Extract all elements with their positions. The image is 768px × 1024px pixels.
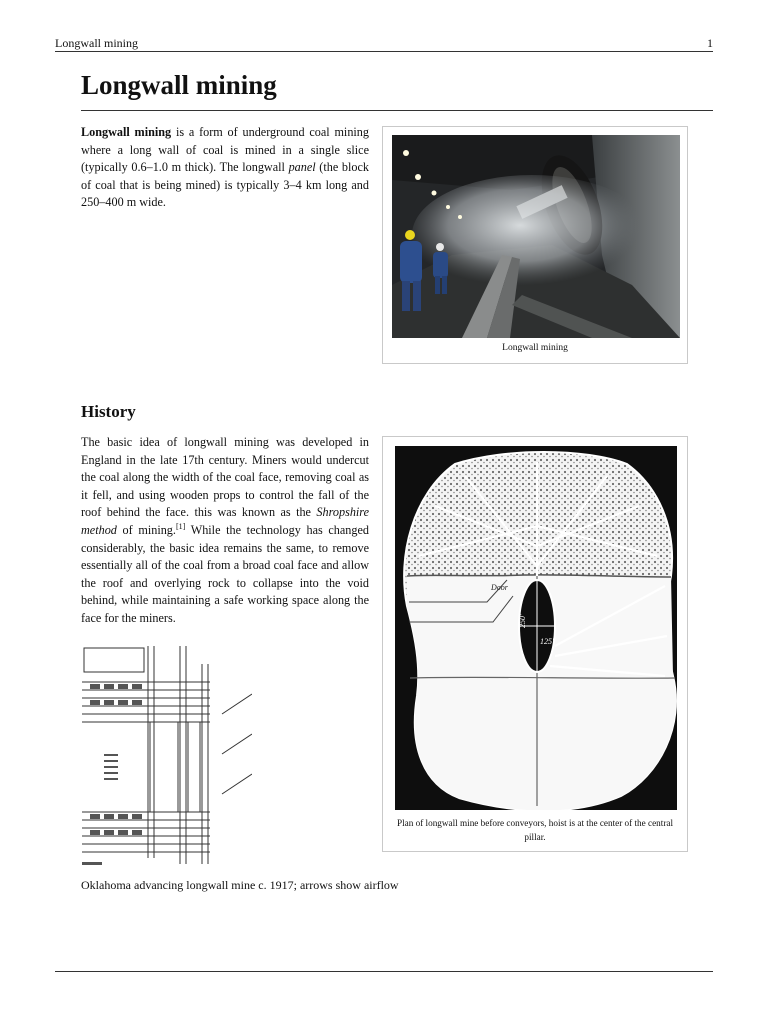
intro-text-1: is a form of underground coal mining where a long wall of coal is mined in a single slice (typically 0.6–1.0 m thick). The longwall [81, 125, 369, 175]
mine-plan-figure [382, 436, 688, 852]
longwall-mining-photo[interactable] [392, 135, 680, 338]
plan-label-125: 125' [540, 637, 554, 646]
running-header [55, 36, 713, 52]
longwall-photo-figure [382, 126, 688, 364]
intro-paragraph [81, 124, 369, 212]
page-title: Longwall mining [81, 70, 277, 100]
history-text-1: The basic idea of longwall mining was developed in England in the late 17th century. Miners would undercut the coal along the width of the coal face, removing coal as it fell, and using wooden props to control the fall of the roof behind the face. this was known as the [81, 435, 369, 520]
section-heading-history: History [81, 402, 136, 421]
oklahoma-longwall-map-image[interactable] [80, 644, 252, 870]
page-number: 1 [707, 36, 713, 50]
citation-link[interactable]: [1] [175, 521, 186, 531]
figure-caption: Oklahoma advancing longwall mine c. 1917; arrows show airflow [81, 878, 399, 892]
history-text-3: While the technology has changed considerably, the basic idea remains the same, to remove essentially all of the coal from a broad coal face and allow the roof and overlying rock to collapse into the void behind, while maintaining a safe working space along the face for the miners. [81, 522, 369, 625]
intro-panel-word: panel [288, 160, 316, 175]
intro-text-2: (the block of coal that is being mined) is typically 3–4 km long and 250–400 m wide. [81, 160, 369, 210]
mine-plan-drawing [395, 446, 677, 810]
longwall-photo-drawing [392, 135, 680, 338]
header-rule [55, 51, 713, 52]
running-header-title: Longwall mining [55, 36, 138, 50]
oklahoma-map-drawing [80, 644, 252, 870]
figure-caption: Longwall mining [502, 343, 568, 353]
history-text-2: of mining. [116, 522, 176, 537]
plan-label-250: 250' [518, 614, 527, 628]
figure-caption: Plan of longwall mine before conveyors, hoist is at the center of the central pillar. [396, 818, 674, 842]
longwall-mine-plan-image[interactable] [395, 446, 677, 810]
intro-term: Longwall mining [81, 125, 172, 139]
title-rule [81, 110, 713, 111]
footer-rule [55, 971, 713, 972]
history-paragraph [81, 434, 369, 628]
shropshire-method: Shropshire method [81, 505, 369, 537]
plan-label-door: Door [491, 583, 508, 592]
